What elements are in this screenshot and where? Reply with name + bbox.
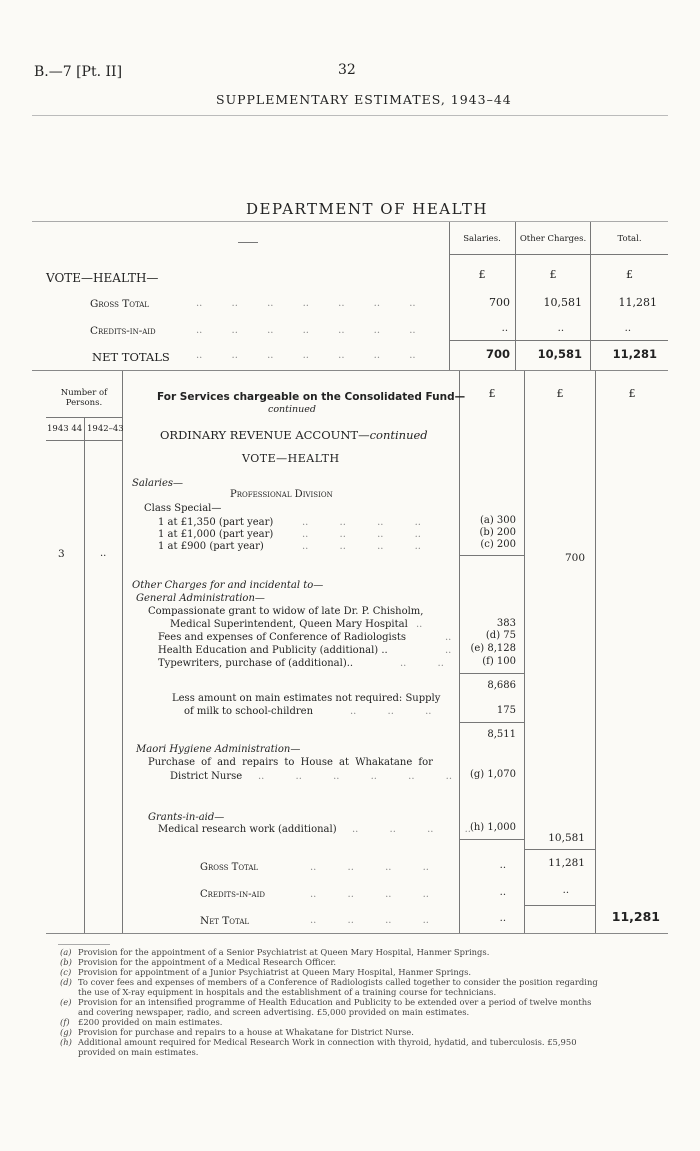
general-admin-heading: General Administration— [136, 593, 265, 604]
persons-1943-value: 3 [58, 548, 65, 560]
compassionate-line-1: Compassionate grant to widow of late Dr. P. Chisholm, [148, 606, 424, 617]
footnote-e: (e) Provision for an intensified programme of Health Education and Publicity to be extended over a period of twelve months and covering newspaper, radio, and screen advertising. £5,000 provided on main estimates. [60, 997, 592, 1017]
leader-dots: .. .. .. .. [310, 862, 429, 873]
account-heading: ORDINARY REVENUE ACCOUNT—continued [160, 428, 428, 442]
salary-item-amount: (c) 200 [480, 539, 516, 550]
grants-heading: Grants-in-aid— [148, 812, 225, 823]
col-header-other-charges: Other Charges. [519, 234, 587, 244]
footnote-b: (b) Provision for the appointment of a Medical Research Officer. [60, 957, 337, 967]
leader-dots: .. .. [400, 658, 444, 669]
leader-dots: .. .. .. .. [310, 889, 429, 900]
summary-credits-other: .. [557, 323, 564, 334]
fees-label: Fees and expenses of Conference of Radiologists [158, 632, 407, 643]
persons-header: Number of Persons. [60, 388, 108, 408]
summary-gross-label: Gross Total [90, 298, 149, 310]
department-title: DEPARTMENT OF HEALTH [246, 200, 488, 218]
salary-item-label: 1 at £1,000 (part year) [158, 529, 274, 540]
detail-net-salaries: .. [499, 913, 506, 924]
leader-dots: .. .. .. .. [310, 915, 429, 926]
medical-research-amount: (h) 1,000 [469, 822, 516, 833]
detail-credits-salaries: .. [499, 887, 506, 898]
less-amount: 175 [496, 705, 516, 716]
footnote-a: (a) Provision for the appointment of a Senior Psychiatrist at Queen Mary Hospital, Hanmer Springs. [60, 947, 490, 957]
summary-credits-total: .. [624, 323, 631, 334]
maori-amount: (g) 1,070 [469, 769, 516, 780]
persons-header-rule [46, 417, 122, 418]
division-heading: Professional Division [230, 489, 333, 500]
summary-credits-label: Credits-in-aid [90, 325, 156, 337]
currency-salaries: £ [478, 268, 486, 281]
persons-1942-value: .. [100, 548, 107, 559]
leader-dots: .. .. .. .. .. .. .. [196, 350, 416, 361]
maori-heading: Maori Hygiene Administration— [136, 744, 301, 755]
leader-dots: .. .. .. .. .. .. .. [196, 298, 416, 309]
col-header-salaries: Salaries. [463, 234, 501, 244]
currency-total: £ [626, 268, 633, 281]
compassionate-amount: 383 [496, 618, 516, 629]
currency-other: £ [549, 268, 557, 281]
summary-bottom-rule [32, 370, 668, 371]
detail-credits-other: .. [562, 885, 569, 896]
salary-item-amount: (b) 200 [479, 527, 516, 538]
less-line-2: of milk to school-children [184, 706, 314, 717]
other-charges-heading: Other Charges for and incidental to— [132, 580, 324, 591]
subtotal-2-amount: 8,511 [487, 729, 516, 740]
detail-gross-salaries: .. [499, 860, 506, 871]
summary-net-label: NET TOTALS [92, 350, 170, 364]
maori-line-1: Purchase of and repairs to House at Whakatane for [148, 757, 433, 768]
subtotal-1-rule [459, 673, 524, 674]
vote-label: VOTE—HEALTH— [46, 271, 159, 285]
leader-dots: .. .. .. .. [352, 824, 471, 835]
detail-net-label: Net Total [200, 915, 250, 927]
medical-research-label: Medical research work (additional) [158, 824, 337, 835]
leader-dots: .. [416, 619, 423, 630]
header-rule [32, 115, 668, 116]
detail-col-divider-3 [595, 371, 596, 933]
running-title: SUPPLEMENTARY ESTIMATES, 1943–44 [216, 92, 512, 107]
leader-dots: .. .. .. .. [302, 517, 421, 528]
services-heading: For Services chargeable on the Consolidated Fund— [157, 391, 466, 403]
detail-bottom-rule [46, 933, 668, 934]
document-reference: B.—7 [Pt. II] [34, 64, 123, 80]
salaries-total: 700 [564, 552, 585, 564]
leader-dots: .. .. .. .. .. .. [258, 771, 453, 782]
education-label: Health Education and Publicity (additional) .. [158, 645, 388, 656]
detail-net-total: 11,281 [611, 909, 660, 924]
education-amount: (e) 8,128 [470, 643, 516, 654]
leader-dots: .. .. .. .. [302, 541, 421, 552]
summary-header-dash [238, 242, 258, 243]
summary-header-rule [449, 254, 668, 255]
leader-dots: .. .. .. .. .. .. .. [196, 325, 416, 336]
maori-line-2: District Nurse [170, 771, 243, 782]
compassionate-line-2: Medical Superintendent, Queen Mary Hospital [170, 619, 408, 630]
salary-item-amount: (a) 300 [479, 515, 516, 526]
summary-net-rule [449, 340, 668, 341]
salary-item-label: 1 at £1,350 (part year) [158, 517, 274, 528]
years-header-rule [46, 440, 122, 441]
col-header-total: Total. [617, 234, 642, 244]
detail-currency-total: £ [628, 387, 636, 400]
other-total-rule [524, 849, 595, 850]
year-1943-header: 1943 44 [47, 424, 83, 434]
other-charges-total: 10,581 [548, 832, 585, 844]
detail-net-rule [524, 905, 595, 906]
detail-credits-label: Credits-in-aid [200, 889, 265, 900]
footnote-f: (f) £200 provided on main estimates. [60, 1017, 223, 1027]
summary-credits-salaries: .. [501, 323, 508, 334]
detail-gross-label: Gross Total [200, 862, 259, 873]
typewriters-amount: (f) 100 [482, 656, 516, 667]
summary-gross-total: 11,281 [618, 296, 657, 309]
detail-currency-other: £ [556, 387, 564, 400]
subtotal-1-amount: 8,686 [487, 680, 516, 691]
summary-gross-salaries: 700 [489, 296, 510, 309]
other-charges-rule [459, 839, 524, 840]
salaries-subtotal-rule [459, 555, 524, 556]
fees-amount: (d) 75 [485, 630, 516, 641]
salary-item-label: 1 at £900 (part year) [158, 541, 264, 552]
services-continued: continued [268, 404, 316, 415]
footnote-rule [58, 944, 110, 945]
year-1942-header: 1942–43 [87, 424, 124, 434]
footnote-h: (h) Additional amount required for Medical Research Work in connection with thyroid, hydatid, and tuberculosis. £5,950 provided on main estimates. [60, 1037, 577, 1057]
footnote-g: (g) Provision for purchase and repairs to a house at Whakatane for District Nurse. [60, 1027, 414, 1037]
less-line-1: Less amount on main estimates not required: Supply [172, 693, 441, 704]
detail-gross-other: 11,281 [548, 857, 585, 869]
typewriters-label: Typewriters, purchase of (additional).. [158, 658, 354, 669]
summary-net-salaries: 700 [485, 347, 510, 361]
leader-dots: .. .. .. .. [302, 529, 421, 540]
footnote-d: (d) To cover fees and expenses of members of a Conference of Radiologists called together to consider the position regarding the use of X-ray equipment in hospitals and the establishment of a training course for technicians. [60, 977, 598, 997]
summary-net-total: 11,281 [612, 347, 657, 361]
page-number: 32 [338, 62, 356, 78]
vote-heading: VOTE—HEALTH [242, 452, 340, 465]
subtotal-2-rule [459, 722, 524, 723]
leader-dots: .. .. .. [350, 706, 432, 717]
summary-gross-other: 10,581 [543, 296, 582, 309]
class-special-label: Class Special— [144, 503, 222, 514]
summary-net-other: 10,581 [537, 347, 582, 361]
leader-dots: .. [445, 632, 452, 643]
summary-top-rule [32, 221, 668, 222]
footnote-c: (c) Provision for appointment of a Junior Psychiatrist at Queen Mary Hospital, Hanmer Springs. [60, 967, 472, 977]
detail-currency-salaries: £ [488, 387, 496, 400]
leader-dots: .. [445, 645, 452, 656]
salaries-heading: Salaries— [132, 478, 184, 489]
detail-col-divider-years [84, 418, 85, 933]
detail-col-divider-persons [122, 371, 123, 933]
